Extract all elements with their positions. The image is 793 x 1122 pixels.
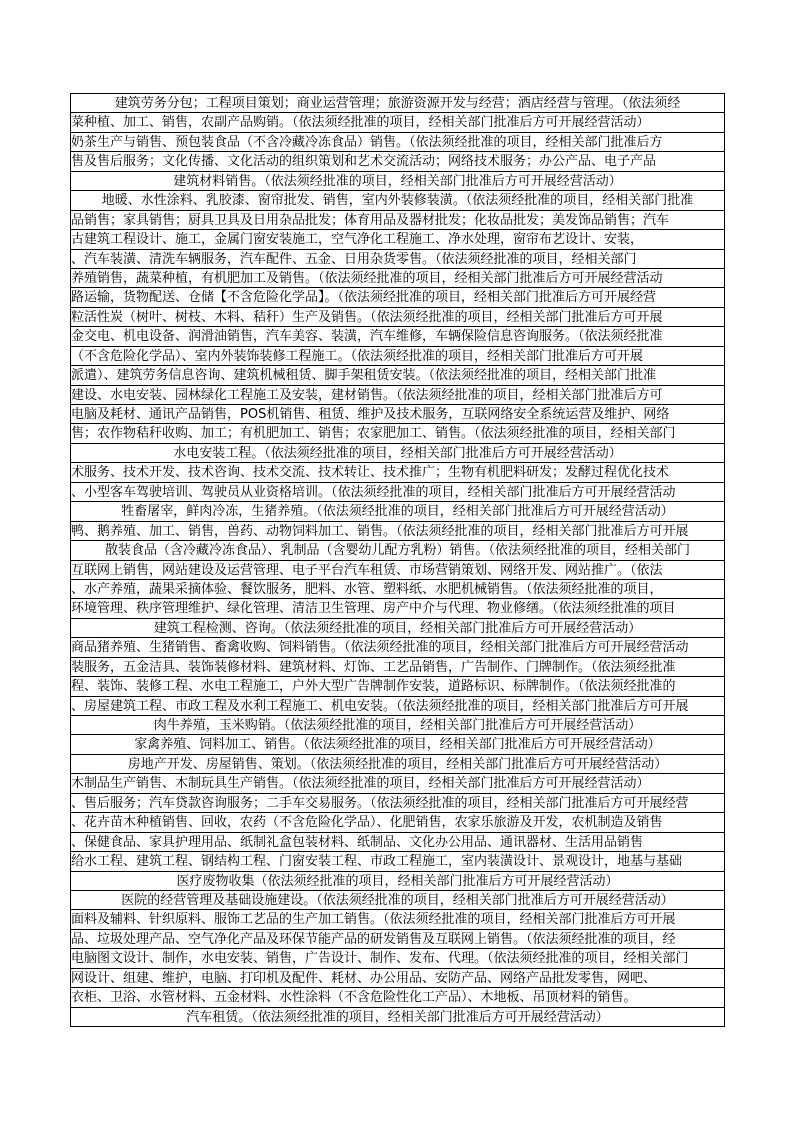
table-row	[71, 794, 724, 813]
cell-text: 、水产养殖，蔬果采摘体验、餐饮服务，肥料、水管、塑料纸、水肥机械销售。（依法须经批准的项目，	[71, 581, 663, 597]
cell-text: 电脑图文设计、制作，水电安装、销售，广告设计、制作、发布、代理。（依法须经批准的项目，经相关部门	[71, 951, 689, 967]
table-row	[71, 288, 724, 307]
table-row	[71, 677, 724, 696]
cell-text: 木制品生产销售、木制玩具生产销售。（依法须经批准的项目，经相关部门批准后方可开展经营活动）	[71, 776, 650, 792]
table-row	[71, 269, 724, 288]
table-row	[71, 152, 724, 171]
cell-text: 网设计、组建、维护，电脑、打印机及配件、耗材、办公用品、安防产品、网络产品批发零售，网吧、	[71, 970, 657, 986]
cell-text: 医疗废物收集（依法须经批准的项目，经相关部门批准后方可开展经营活动）	[176, 873, 619, 889]
cell-text: 汽车租赁。（依法须经批准的项目，经相关部门批准后方可开展经营活动）	[186, 1009, 609, 1025]
cell-text: 品、垃圾处理产品、空气净化产品及环保节能产品的研发销售及互联网上销售。（依法须经批准的项目，经	[71, 931, 676, 947]
table-row	[71, 327, 724, 346]
cell-text: 建筑材料销售。（依法须经批准的项目，经相关部门批准后方可开展经营活动）	[173, 173, 622, 189]
cell-text: 、房屋建筑工程、市政工程及水利工程施工、机电安装。（依法须经批准的项目，经相关部门批准后方可开展	[71, 698, 689, 714]
cell-text: 古建筑工程设计、施工，金属门窗安装施工，空气净化工程施工、净水处理，窗帘布艺设计、安装，	[71, 232, 644, 248]
table-row	[71, 716, 724, 735]
table-row	[71, 930, 724, 949]
cell-text: 肉牛养殖，玉米购销。（依法须经批准的项目，经相关部门批准后方可开展经营活动）	[153, 718, 642, 733]
cell-text: 房地产开发、房屋销售、策划。（依法须经批准的项目，经相关部门批准后方可开展经营活动）	[127, 756, 668, 772]
cell-text: 电脑及耗材、通讯产品销售，POS机销售、租赁、维护及技术服务，互联网络安全系统运营及维护、网络	[71, 407, 670, 422]
table-row	[71, 561, 724, 580]
cell-text: 商品猪养殖、生猪销售、畜禽收购、饲料销售。（依法须经批准的项目，经相关部门批准后方可开展经营活动	[71, 640, 689, 656]
cell-text: 环境管理、秩序管理维护、绿化管理、清洁卫生管理、房产中介与代理、物业修缮。（依法须经批准的项目	[71, 601, 676, 617]
table-row	[71, 113, 724, 132]
cell-text: 衣柜、卫浴、水管材料、五金材料、水性涂料（不含危险性化工产品）、木地板、吊顶材料的销售。	[71, 990, 637, 1006]
cell-text: 牲畜屠宰，鲜肉冷冻，生猪养殖。（依法须经批准的项目，经相关部门批准后方可开展经营活动）	[121, 504, 674, 520]
cell-text: 、汽车装潢、清洗车辆服务，汽车配件、五金、日用杂货零售。（依法须经批准的项目，经相关部门	[71, 251, 637, 267]
table-row	[71, 366, 724, 385]
table-row	[71, 191, 724, 210]
cell-text: 菜种植、加工、销售，农副产品购销。（依法须经批准的项目，经相关部门批准后方可开展经营活动）	[71, 115, 650, 131]
table-row	[71, 386, 724, 405]
table-row	[71, 755, 724, 774]
cell-text: 程、装饰、装修工程、水电工程施工，户外大型广告牌制作安装，道路标识、标牌制作。（依法须经批准的	[71, 679, 676, 695]
cell-text: 奶茶生产与销售、预包装食品（不含冷藏冷冻食品）销售。（依法须经批准的项目，经相关部门批准后方	[71, 134, 663, 150]
table-row	[71, 697, 724, 716]
cell-text: 售及售后服务；文化传播、文化活动的组织策划和艺术交流活动；网络技术服务；办公产品、电子产品	[71, 154, 657, 170]
cell-text: 建筑工程检测、咨询。（依法须经批准的项目，经相关部门批准后方可开展经营活动）	[153, 620, 642, 636]
table-row	[71, 988, 724, 1007]
cell-text: 派遣）、建筑劳务信息咨询、建筑机械租赁、脚手架租赁安装。（依法须经批准的项目，经相关部门批准	[71, 368, 657, 384]
cell-text: 建设、水电安装、园林绿化工程施工及安装，建材销售。（依法须经批准的项目，经相关部门批准后方可	[71, 387, 663, 403]
table-row	[71, 94, 724, 113]
table-row	[71, 872, 724, 891]
cell-text: 地暖、水性涂料、乳胶漆、窗帘批发、销售，室内外装修装潢。（依法须经批准的项目，经相关部门批准	[101, 193, 694, 209]
cell-text: 家禽养殖、饲料加工、销售。（依法须经批准的项目，经相关部门批准后方可开展经营活动）	[134, 737, 661, 753]
table-row	[71, 424, 724, 443]
table-row	[71, 133, 724, 152]
cell-text: 路运输，货物配送、仓储【不含危险化学品】。（依法须经批准的项目，经相关部门批准后方可开展经营	[71, 290, 657, 306]
table-row	[71, 1008, 724, 1027]
table-row	[71, 833, 724, 852]
table-row	[71, 969, 724, 988]
cell-text: 、花卉苗木种植销售、回收，农药（不含危险化学品）、化肥销售，农家乐旅游及开发，农机制造及销售	[71, 815, 663, 831]
cell-text: 面料及辅料、针织原料、服饰工艺品的生产加工销售。（依法须经批准的项目，经相关部门批准后方可开展	[71, 912, 676, 928]
table-row	[71, 580, 724, 599]
table-row	[71, 250, 724, 269]
cell-text: 互联网上销售，网站建设及运营管理、电子平台汽车租赁、市场营销策划、网络开发、网站推广。（依法	[71, 562, 663, 578]
table-row	[71, 813, 724, 832]
cell-text: 、售后服务；汽车贷款咨询服务；二手车交易服务。（依法须经批准的项目，经相关部门批准后方可开展经营	[71, 795, 689, 811]
table-row	[71, 308, 724, 327]
table-row	[71, 599, 724, 618]
cell-text: 给水工程、建筑工程、钢结构工程、门窗安装工程、市政工程施工，室内装潢设计、景观设计，地基与基础	[71, 854, 683, 870]
table-row	[71, 735, 724, 754]
table-row	[71, 658, 724, 677]
table-row	[71, 230, 724, 249]
table-row	[71, 347, 724, 366]
cell-text: 金交电、机电设备、润滑油销售，汽车美容、装潢，汽车维修，车辆保险信息咨询服务。（依法须经批准	[71, 329, 663, 345]
table-row	[71, 211, 724, 230]
table-row	[71, 405, 724, 424]
cell-text: 水电安装工程。（依法须经批准的项目，经相关部门批准后方可开展经营活动）	[173, 445, 622, 461]
table-row	[71, 541, 724, 560]
table-row	[71, 891, 724, 910]
cell-text: 散装食品（含冷藏冷冻食品）、乳制品（含婴幼儿配方乳粉）销售。（依法须经批准的项目，经相关部门	[104, 543, 690, 559]
cell-text: 品销售；家具销售；厨具卫具及日用杂品批发；体育用品及器材批发；化妆品批发；美发饰品销售；汽车	[71, 212, 670, 228]
cell-text: 粒活性炭（树叶、树枝、木料、秸秆）生产及销售。（依法须经批准的项目，经相关部门批准后方可开展	[71, 309, 663, 325]
table-row	[71, 619, 724, 638]
table-row	[71, 774, 724, 793]
cell-text: 、小型客车驾驶培训、驾驶员从业资格培训。（依法须经批准的项目，经相关部门批准后方可开展经营活动	[71, 484, 676, 500]
table-row	[71, 949, 724, 968]
table-row	[71, 910, 724, 929]
cell-text: 养殖销售，蔬菜种植，有机肥加工及销售。（依法须经批准的项目，经相关部门批准后方可开展经营活动	[71, 270, 663, 286]
table-row	[71, 483, 724, 502]
table-row	[71, 522, 724, 541]
business-scope-table	[70, 93, 725, 1027]
cell-text: 医院的经营管理及基础设施建设。（依法须经批准的项目，经相关部门批准后方可开展经营活动）	[121, 892, 674, 908]
cell-text: 术服务、技术开发、技术咨询、技术交流、技术转让、技术推广；生物有机肥料研发；发酵过程优化技术	[71, 465, 670, 481]
cell-text: 鸭、鹅养殖、加工、销售，兽药、动物饲料加工、销售。（依法须经批准的项目，经相关部门批准后方可开展	[71, 523, 689, 539]
table-row	[71, 463, 724, 482]
table-row	[71, 172, 724, 191]
table-row	[71, 638, 724, 657]
cell-text: 建筑劳务分包；工程项目策划；商业运营管理；旅游资源开发与经营；酒店经营与管理。（依法须经	[114, 96, 681, 111]
cell-text: （不含危险化学品）、室内外装饰装修工程施工。（依法须经批准的项目，经相关部门批准后方可开展	[71, 348, 644, 364]
table-row	[71, 444, 724, 463]
cell-text: 售；农作物秸秆收购、加工；有机肥加工、销售；农家肥加工、销售。（依法须经批准的项目，经相关部门	[71, 426, 676, 442]
table-row	[71, 502, 724, 521]
cell-text: 装服务，五金洁具、装饰装修材料、建筑材料、灯饰、工艺品销售，广告制作、门牌制作。（依法须经批准	[71, 659, 676, 675]
table-row	[71, 852, 724, 871]
cell-text: 、保健食品、家具护理用品、纸制礼盒包装材料、纸制品、文化办公用品、通讯器材、生活用品销售	[71, 834, 644, 850]
